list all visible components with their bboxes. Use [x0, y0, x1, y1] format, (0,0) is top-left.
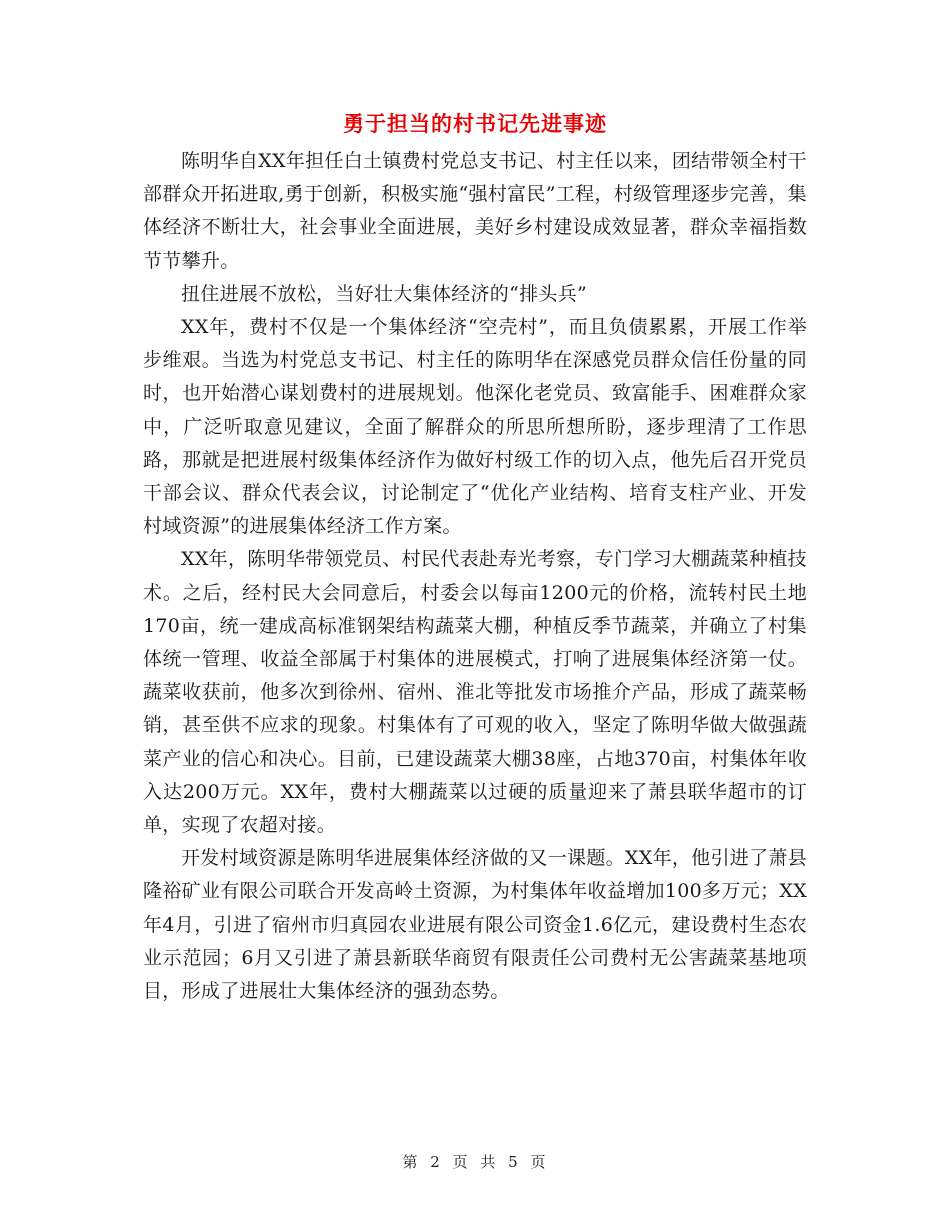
document-body [143, 145, 807, 1008]
paragraph-background: XX年，费村不仅是一个集体经济“空壳村”，而且负债累累，开展工作举步维艰。当选为村党总支书记、村主任的陈明华在深感党员群众信任份量的同时，也开始潜心谋划费村的进展规划。他深化老党员、致富能手、困难群众家中，广泛听取意见建议，全面了解群众的所思所想所盼，逐步理清了工作思路，那就是把进展村级集体经济作为做好村级工作的切入点，他先后召开党员干部会议、群众代表会议，讨论制定了“优化产业结构、培育支柱产业、开发村域资源”的进展集体经济工作方案。 [143, 316, 807, 538]
document-title: 勇于担当的村书记先进事迹 [343, 111, 607, 136]
paragraph-resource-development: 开发村域资源是陈明华进展集体经济做的又一课题。XX年，他引进了萧县隆裕矿业有限公司联合开发高岭土资源，为村集体年收益增加100多万元；XX年4月，引进了宿州市归真园农业进展有限公司资金1.6亿元，建设费村生态农业示范园；6月又引进了萧县新联华商贸有限责任公司费村无公害蔬菜基地项目，形成了进展壮大集体经济的强劲态势。 [143, 847, 807, 1003]
page-number-footer: 第 2 页 共 5 页 [402, 1153, 548, 1171]
paragraph-vegetable-industry: XX年，陈明华带领党员、村民代表赴寿光考察，专门学习大棚蔬菜种植技术。之后，经村民大会同意后，村委会以每亩1200元的价格，流转村民土地170亩，统一建成高标准钢架结构蔬菜大棚，种植反季节蔬菜，并确立了村集体统一管理、收益全部属于村集体的进展模式，打响了进展集体经济第一仗。蔬菜收获前，他多次到徐州、宿州、淮北等批发市场推介产品，形成了蔬菜畅销，甚至供不应求的现象。村集体有了可观的收入，坚定了陈明华做大做强蔬菜产业的信心和决心。目前，已建设蔬菜大棚38座，占地370亩，村集体年收入达200万元。XX年，费村大棚蔬菜以过硬的质量迎来了萧县联华超市的订单，实现了农超对接。 [143, 548, 807, 837]
paragraph-section-heading: 扭住进展不放松，当好壮大集体经济的“排头兵” [181, 282, 588, 305]
paragraph-intro: 陈明华自XX年担任白土镇费村党总支书记、村主任以来，团结带领全村干部群众开拓进取,勇于创新，积极实施“强村富民”工程，村级管理逐步完善，集体经济不断壮大，社会事业全面进展，美好乡村建设成效显著，群众幸福指数节节攀升。 [143, 150, 807, 272]
